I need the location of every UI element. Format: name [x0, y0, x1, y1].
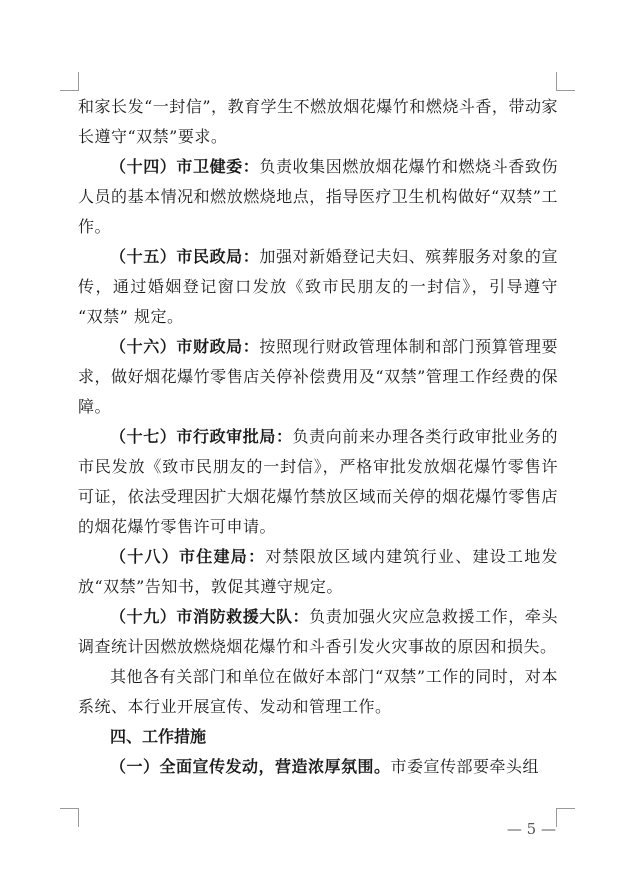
paragraph-text: 负责收集因燃放烟花爆竹和燃烧斗香致伤人员的基本情况和燃放燃烧地点，指导医疗卫生机构做好“双禁”工作。: [78, 157, 558, 236]
paragraph-text: 对禁限放区域内建筑行业、建设工地发放“双禁”告知书，敦促其遵守规定。: [78, 547, 558, 596]
organization-label: （十七）市行政审批局：: [110, 427, 293, 446]
subsection-paragraph: [78, 752, 558, 782]
paragraph-text: 负责向前来办理各类行政审批业务的市民发放《致市民朋友的一封信》，严格审批发放烟花爆竹零售许可证，依法受理因扩大烟花爆竹禁放区域而关停的烟花爆竹零售店的烟花爆竹零售许可申请。: [78, 427, 558, 536]
paragraph-text: 加强对新婚登记夫妇、殡葬服务对象的宣传，通过婚姻登记窗口发放《致市民朋友的一封信》，引导遵守 “双禁” 规定。: [78, 247, 558, 326]
paragraph-text: 和家长发“一封信”，教育学生不燃放烟花爆竹和燃烧斗香，带动家长遵守“双禁”要求。: [78, 97, 558, 146]
crop-mark-bottom-left: [60, 808, 79, 827]
organization-label: （十八）市住建局：: [110, 547, 266, 566]
document-body: [78, 92, 558, 782]
section-heading: 四、工作措施: [110, 727, 207, 746]
paragraph-civil-affairs-bureau: [78, 242, 558, 332]
paragraph-text: 市委宣传部要牵头组: [390, 757, 540, 776]
crop-mark-top-right: [556, 72, 575, 91]
paragraph-other-departments: [78, 662, 558, 722]
paragraph-finance-bureau: [78, 332, 558, 422]
paragraph-administrative-approval-bureau: [78, 422, 558, 542]
paragraph-housing-construction-bureau: [78, 542, 558, 602]
paragraph-fire-rescue-brigade: [78, 602, 558, 662]
paragraph-continuation: [78, 92, 558, 152]
paragraph-text: 按照现行财政管理体制和部门预算管理要求，做好烟花爆竹零售店关停补偿费用及“双禁”管理工作经费的保障。: [78, 337, 558, 416]
organization-label: （十九）市消防救援大队：: [110, 607, 310, 626]
subsection-label: （一）全面宣传发动，营造浓厚氛围。: [110, 757, 391, 776]
organization-label: （十五）市民政局：: [110, 247, 260, 266]
paragraph-city-health-commission: [78, 152, 558, 242]
organization-label: （十六）市财政局：: [110, 337, 260, 356]
organization-label: （十四）市卫健委：: [110, 157, 260, 176]
crop-mark-top-left: [60, 72, 79, 91]
page-number: — 5 —: [506, 820, 556, 838]
crop-mark-bottom-right: [556, 808, 575, 827]
paragraph-text: 其他各有关部门和单位在做好本部门“双禁”工作的同时，对本系统、本行业开展宣传、发动和管理工作。: [78, 667, 558, 716]
paragraph-text: 负责加强火灾应急救援工作，牵头调查统计因燃放燃烧烟花爆竹和斗香引发火灾事故的原因和损失。: [78, 607, 558, 656]
